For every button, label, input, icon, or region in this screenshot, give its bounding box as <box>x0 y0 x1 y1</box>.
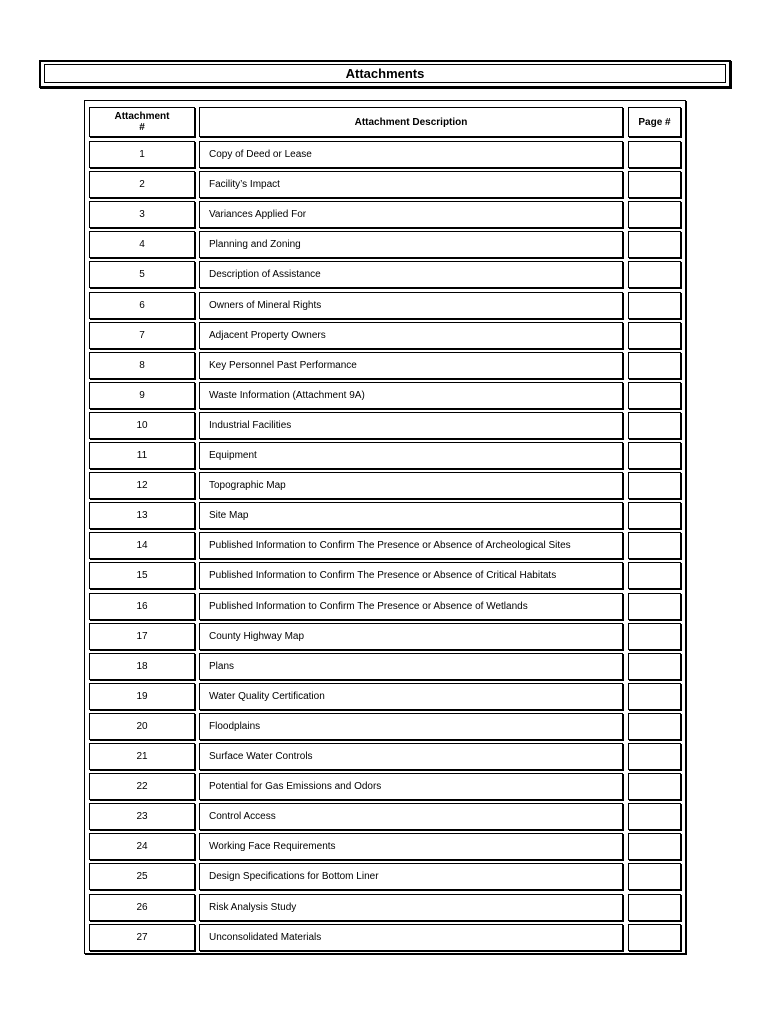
attachment-description-cell: Waste Information (Attachment 9A) <box>199 382 623 409</box>
attachment-number-cell: 2 <box>89 171 195 198</box>
attachment-description-cell: Adjacent Property Owners <box>199 322 623 349</box>
attachment-description-cell: Water Quality Certification <box>199 683 623 710</box>
attachment-number-cell: 12 <box>89 472 195 499</box>
page-number-field[interactable] <box>628 472 681 499</box>
attachment-number-cell: 8 <box>89 352 195 379</box>
attachment-description-cell: Control Access <box>199 803 623 830</box>
attachment-number-cell: 5 <box>89 261 195 288</box>
page-number-field[interactable] <box>628 322 681 349</box>
attachment-description-cell: Industrial Facilities <box>199 412 623 439</box>
attachment-description-cell: Published Information to Confirm The Presence or Absence of Archeological Sites <box>199 532 623 559</box>
attachment-number-cell: 24 <box>89 833 195 860</box>
attachment-number-cell: 15 <box>89 562 195 589</box>
header-page-number: Page # <box>628 107 681 137</box>
page-number-field[interactable] <box>628 171 681 198</box>
attachment-description-cell: Key Personnel Past Performance <box>199 352 623 379</box>
attachment-number-cell: 19 <box>89 683 195 710</box>
attachment-description-cell: Unconsolidated Materials <box>199 924 623 951</box>
page-number-field[interactable] <box>628 593 681 620</box>
attachment-description-cell: Planning and Zoning <box>199 231 623 258</box>
attachment-description-cell: Floodplains <box>199 713 623 740</box>
attachment-description-cell: Facility’s Impact <box>199 171 623 198</box>
attachment-number-cell: 25 <box>89 863 195 890</box>
page-number-field[interactable] <box>628 261 681 288</box>
attachment-number-cell: 9 <box>89 382 195 409</box>
attachment-description-cell: Variances Applied For <box>199 201 623 228</box>
page-number-field[interactable] <box>628 924 681 951</box>
attachment-number-cell: 13 <box>89 502 195 529</box>
attachment-number-cell: 1 <box>89 141 195 168</box>
attachment-number-cell: 6 <box>89 292 195 319</box>
page-number-field[interactable] <box>628 833 681 860</box>
attachments-table <box>84 100 686 954</box>
attachment-number-cell: 14 <box>89 532 195 559</box>
page-number-field[interactable] <box>628 292 681 319</box>
page-number-field[interactable] <box>628 863 681 890</box>
attachment-description-cell: Copy of Deed or Lease <box>199 141 623 168</box>
attachment-description-cell: Published Information to Confirm The Presence or Absence of Wetlands <box>199 593 623 620</box>
page-number-field[interactable] <box>628 773 681 800</box>
page-number-field[interactable] <box>628 562 681 589</box>
attachments-title-bar <box>39 60 731 88</box>
page-title: Attachments <box>44 64 726 83</box>
attachment-description-cell: Equipment <box>199 442 623 469</box>
attachment-number-cell: 17 <box>89 623 195 650</box>
attachment-description-cell: Topographic Map <box>199 472 623 499</box>
attachment-description-cell: Description of Assistance <box>199 261 623 288</box>
attachment-description-cell: Working Face Requirements <box>199 833 623 860</box>
page-number-field[interactable] <box>628 532 681 559</box>
page-number-field[interactable] <box>628 803 681 830</box>
attachment-number-cell: 27 <box>89 924 195 951</box>
page-number-field[interactable] <box>628 382 681 409</box>
attachment-description-cell: Risk Analysis Study <box>199 894 623 921</box>
header-attachment-description: Attachment Description <box>199 107 623 137</box>
page-number-field[interactable] <box>628 502 681 529</box>
attachment-description-cell: Potential for Gas Emissions and Odors <box>199 773 623 800</box>
page-number-field[interactable] <box>628 653 681 680</box>
attachment-description-cell: Site Map <box>199 502 623 529</box>
page-number-field[interactable] <box>628 683 681 710</box>
attachment-number-cell: 16 <box>89 593 195 620</box>
page-number-field[interactable] <box>628 141 681 168</box>
attachment-description-cell: Surface Water Controls <box>199 743 623 770</box>
attachment-number-cell: 11 <box>89 442 195 469</box>
attachment-number-cell: 4 <box>89 231 195 258</box>
attachment-description-cell: Owners of Mineral Rights <box>199 292 623 319</box>
header-attachment-number <box>89 107 195 137</box>
attachment-description-cell: Published Information to Confirm The Presence or Absence of Critical Habitats <box>199 562 623 589</box>
attachment-number-cell: 20 <box>89 713 195 740</box>
page-number-field[interactable] <box>628 231 681 258</box>
attachment-description-cell: Plans <box>199 653 623 680</box>
page-number-field[interactable] <box>628 442 681 469</box>
attachment-number-cell: 10 <box>89 412 195 439</box>
page-number-field[interactable] <box>628 713 681 740</box>
header-attachment-number-label: Attachment # <box>114 111 170 133</box>
page-number-field[interactable] <box>628 623 681 650</box>
attachment-number-cell: 7 <box>89 322 195 349</box>
attachment-number-cell: 23 <box>89 803 195 830</box>
page-number-field[interactable] <box>628 412 681 439</box>
page-number-field[interactable] <box>628 201 681 228</box>
page-number-field[interactable] <box>628 352 681 379</box>
attachment-number-cell: 22 <box>89 773 195 800</box>
attachment-number-cell: 3 <box>89 201 195 228</box>
attachment-number-cell: 26 <box>89 894 195 921</box>
attachment-number-cell: 18 <box>89 653 195 680</box>
attachment-description-cell: County Highway Map <box>199 623 623 650</box>
attachment-number-cell: 21 <box>89 743 195 770</box>
page-number-field[interactable] <box>628 894 681 921</box>
page-number-field[interactable] <box>628 743 681 770</box>
attachment-description-cell: Design Specifications for Bottom Liner <box>199 863 623 890</box>
